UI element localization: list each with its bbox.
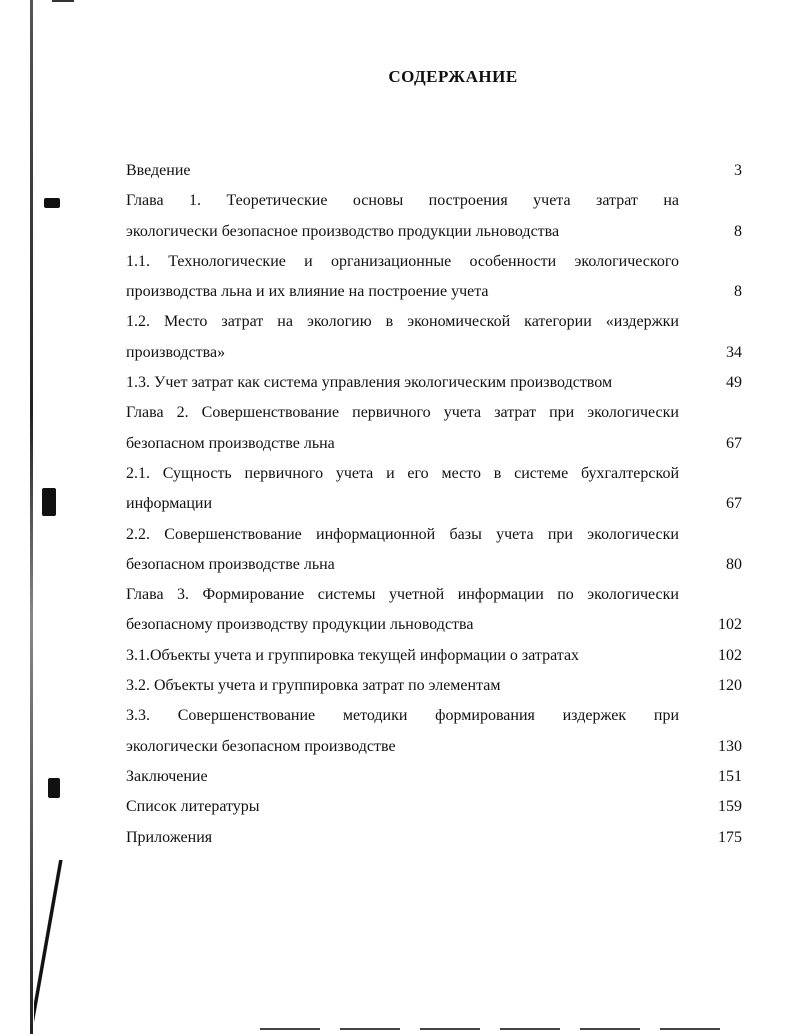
toc-line (126, 489, 742, 519)
toc-page-number: 3 (734, 162, 742, 179)
toc-line-text: Заключение (126, 767, 208, 785)
scan-mark (260, 1028, 730, 1030)
toc-page-number: 8 (734, 222, 742, 240)
toc-line-text: 2.2. Совершенствование информационной базы учета при экологически (126, 525, 679, 543)
toc-line (126, 610, 742, 640)
toc-line (126, 732, 742, 762)
scan-edge-shadow (30, 0, 33, 1034)
toc-line-text: 3.1.Объекты учета и группировка текущей информации о затратах (126, 646, 580, 664)
toc-line (126, 368, 742, 398)
toc-line (126, 580, 742, 610)
toc-line-text: 1.3. Учет затрат как система управления экологическим производством (126, 374, 613, 392)
scan-edge-streak (34, 860, 74, 1034)
toc-page-number: 175 (718, 828, 742, 846)
toc-line (126, 338, 742, 368)
toc-line-text: экологически безопасное производство продукции льноводства (126, 222, 560, 240)
toc-line (126, 307, 742, 337)
binding-mark (48, 778, 60, 798)
toc-line-text: Введение (126, 162, 191, 179)
toc-line-text: безопасном производстве льна (126, 555, 335, 573)
toc-line-text: безопасному производству продукции льноводства (126, 616, 474, 634)
toc-line (126, 520, 742, 550)
toc-line (126, 247, 742, 277)
toc-page-number: 102 (718, 646, 742, 664)
toc-page-number: 67 (726, 495, 742, 513)
toc-line (126, 641, 742, 671)
toc-page-number: 8 (734, 283, 742, 301)
toc-page-number: 80 (726, 555, 742, 573)
page-title: СОДЕРЖАНИЕ (388, 67, 518, 86)
toc-line (126, 156, 742, 186)
toc-page-number: 120 (718, 677, 742, 695)
toc-line-text: производства» (126, 343, 226, 361)
toc-line-text: производства льна и их влияние на построение учета (126, 283, 489, 301)
toc-line-text: безопасном производстве льна (126, 434, 335, 452)
toc-line-text: Глава 2. Совершенствование первичного учета затрат при экологически (126, 404, 679, 422)
toc-line (126, 217, 742, 247)
toc-line (126, 671, 742, 701)
toc-line (126, 398, 742, 428)
toc-line-text: 1.1. Технологические и организационные особенности экологического (126, 252, 679, 270)
binding-mark (44, 198, 60, 208)
toc-line-text: информации (126, 495, 213, 513)
toc-line (126, 277, 742, 307)
toc-line (126, 701, 742, 731)
toc-line (126, 762, 742, 792)
toc-page-number: 151 (718, 767, 742, 785)
toc-line (126, 823, 742, 853)
toc-line-text: Глава 1. Теоретические основы построения учета затрат на (126, 192, 679, 210)
toc-line-text: Список литературы (126, 798, 260, 816)
toc-page-number: 159 (718, 798, 742, 816)
toc-line-text: 3.3. Совершенствование методики формирования издержек при (126, 707, 679, 725)
table-of-contents (126, 156, 742, 853)
toc-line-text: Приложения (126, 828, 213, 846)
toc-page-number: 130 (718, 737, 742, 755)
scan-mark (52, 0, 74, 2)
binding-mark (42, 488, 56, 516)
toc-line-text: 2.1. Сущность первичного учета и его место в системе бухгалтерской (126, 464, 679, 482)
toc-line (126, 186, 742, 216)
toc-line (126, 459, 742, 489)
toc-page-number: 102 (718, 616, 742, 634)
toc-line (126, 429, 742, 459)
toc-line (126, 792, 742, 822)
toc-line (126, 550, 742, 580)
toc-line-text: Глава 3. Формирование системы учетной информации по экологически (126, 586, 679, 604)
toc-page-number: 49 (726, 374, 742, 392)
toc-line-text: 3.2. Объекты учета и группировка затрат по элементам (126, 677, 501, 695)
toc-line-text: 1.2. Место затрат на экологию в экономической категории «издержки (126, 313, 679, 331)
toc-page-number: 34 (726, 343, 742, 361)
toc-line-text: экологически безопасном производстве (126, 737, 396, 755)
toc-page-number: 67 (726, 434, 742, 452)
